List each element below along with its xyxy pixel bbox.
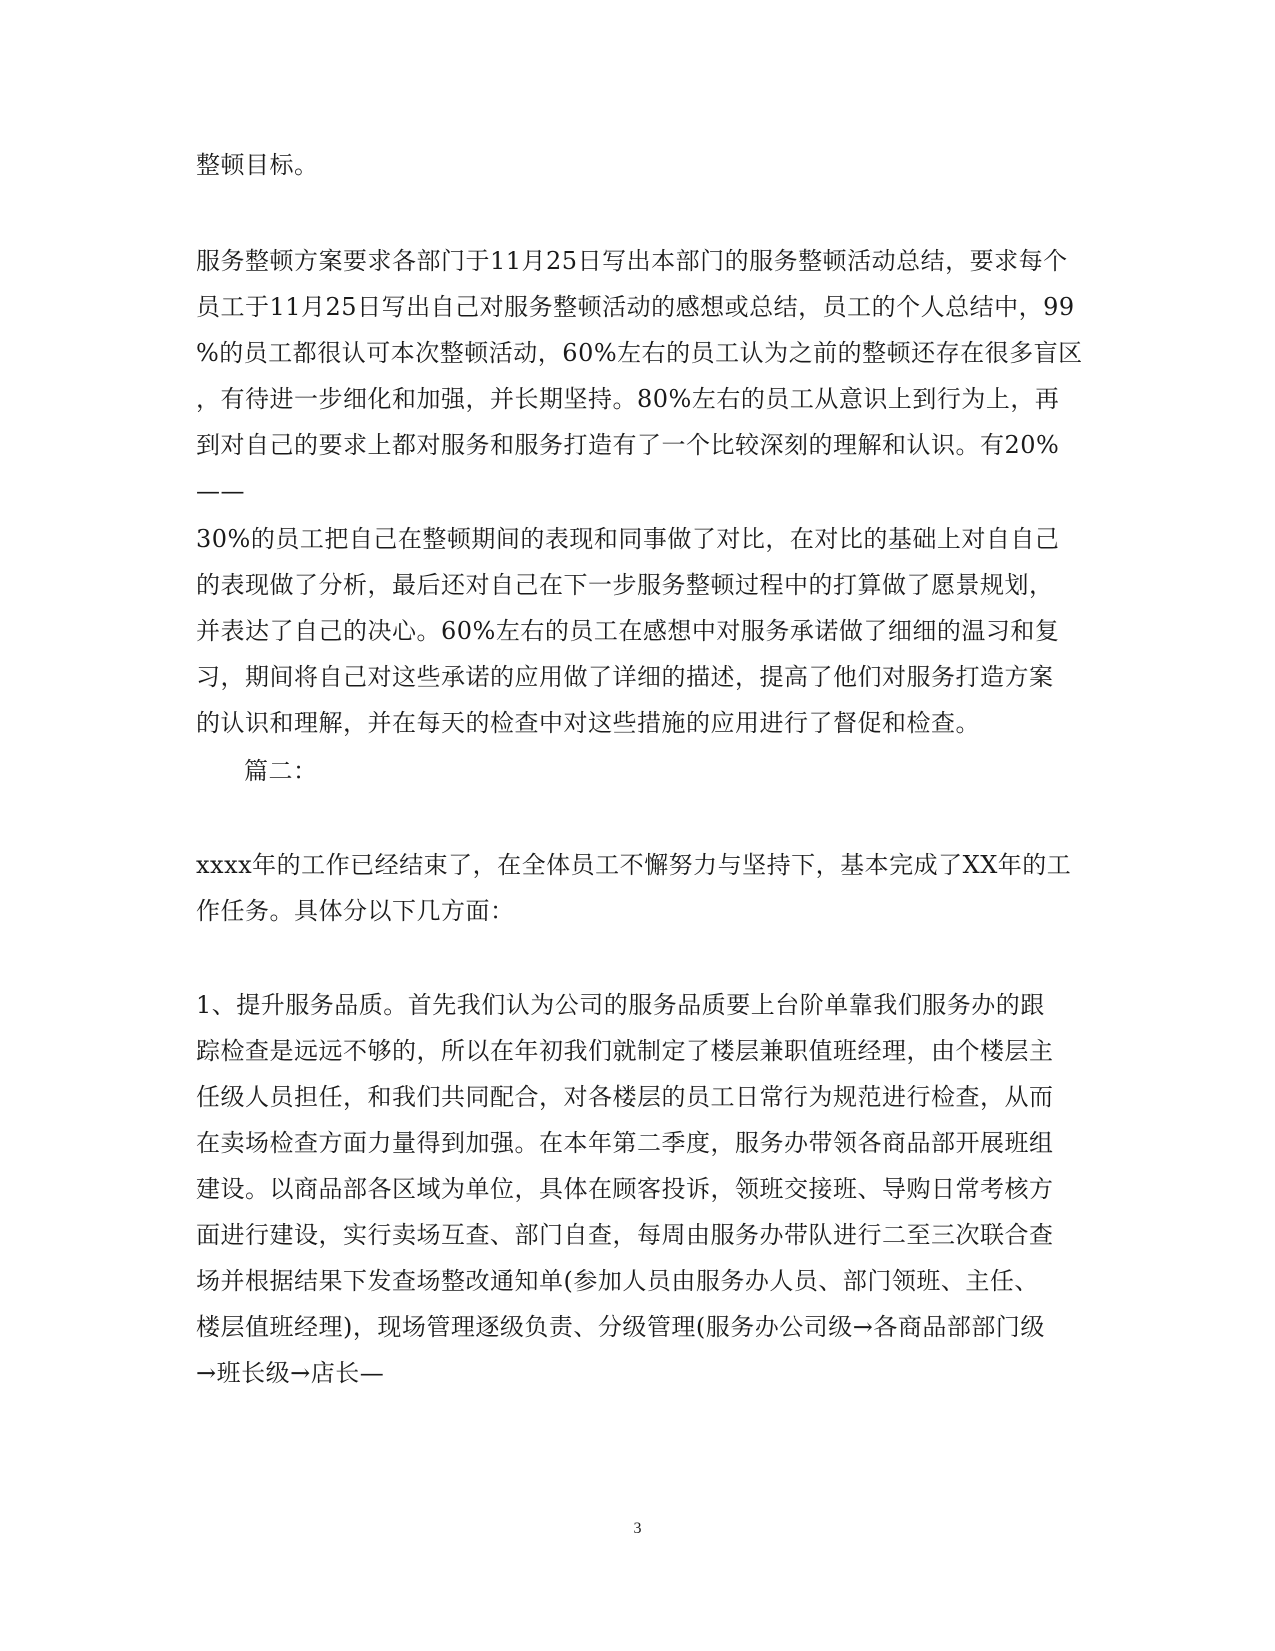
text-line: 场并根据结果下发查场整改通知单(参加人员由服务办人员、部门领班、主任、 — [196, 1267, 1039, 1295]
text-line: 并表达了自己的决心。60%左右的员工在感想中对服务承诺做了细细的温习和复 — [196, 617, 1060, 645]
text-line: 楼层值班经理)，现场管理逐级负责、分级管理(服务办公司级→各商品部部门级 — [196, 1313, 1045, 1341]
text-line: —— — [196, 477, 245, 505]
text-line: 习，期间将自己对这些承诺的应用做了详细的描述，提高了他们对服务打造方案 — [196, 663, 1054, 691]
text-line: 的表现做了分析，最后还对自己在下一步服务整顿过程中的打算做了愿景规划， — [196, 571, 1054, 599]
text-line: 任级人员担任，和我们共同配合，对各楼层的员工日常行为规范进行检查，从而 — [196, 1083, 1054, 1111]
section-heading: 篇二： — [244, 757, 318, 785]
text-line: 在卖场检查方面力量得到加强。在本年第二季度，服务办带领各商品部开展班组 — [196, 1129, 1054, 1157]
text-line: 30%的员工把自己在整顿期间的表现和同事做了对比，在对比的基础上对自自己 — [196, 525, 1060, 553]
text-line: 到对自己的要求上都对服务和服务打造有了一个比较深刻的理解和认识。有20% — [196, 431, 1060, 459]
text-line: %的员工都很认可本次整顿活动，60%左右的员工认为之前的整顿还存在很多盲区 — [196, 339, 1083, 367]
text-line: 的认识和理解，并在每天的检查中对这些措施的应用进行了督促和检查。 — [196, 709, 980, 737]
text-line: 作任务。具体分以下几方面： — [196, 897, 515, 925]
text-line: 服务整顿方案要求各部门于11月25日写出本部门的服务整顿活动总结，要求每个 — [196, 247, 1068, 275]
text-line: 员工于11月25日写出自己对服务整顿活动的感想或总结，员工的个人总结中，99 — [196, 293, 1075, 321]
text-line: xxxx年的工作已经结束了，在全体员工不懈努力与坚持下，基本完成了XX年的工 — [196, 851, 1072, 879]
text-line: ，有待进一步细化和加强，并长期坚持。80%左右的员工从意识上到行为上，再 — [196, 385, 1060, 413]
text-line: 踪检查是远远不够的，所以在年初我们就制定了楼层兼职值班经理，由个楼层主 — [196, 1037, 1054, 1065]
text-line: →班长级→店长— — [196, 1359, 385, 1387]
text-line: 1、提升服务品质。首先我们认为公司的服务品质要上台阶单靠我们服务办的跟 — [196, 991, 1045, 1019]
text-line: 面进行建设，实行卖场互查、部门自查，每周由服务办带队进行二至三次联合查 — [196, 1221, 1054, 1249]
page-number: 3 — [633, 1520, 642, 1537]
text-line: 整顿目标。 — [196, 151, 319, 179]
text-line: 建设。以商品部各区域为单位，具体在顾客投诉，领班交接班、导购日常考核方 — [196, 1175, 1054, 1203]
